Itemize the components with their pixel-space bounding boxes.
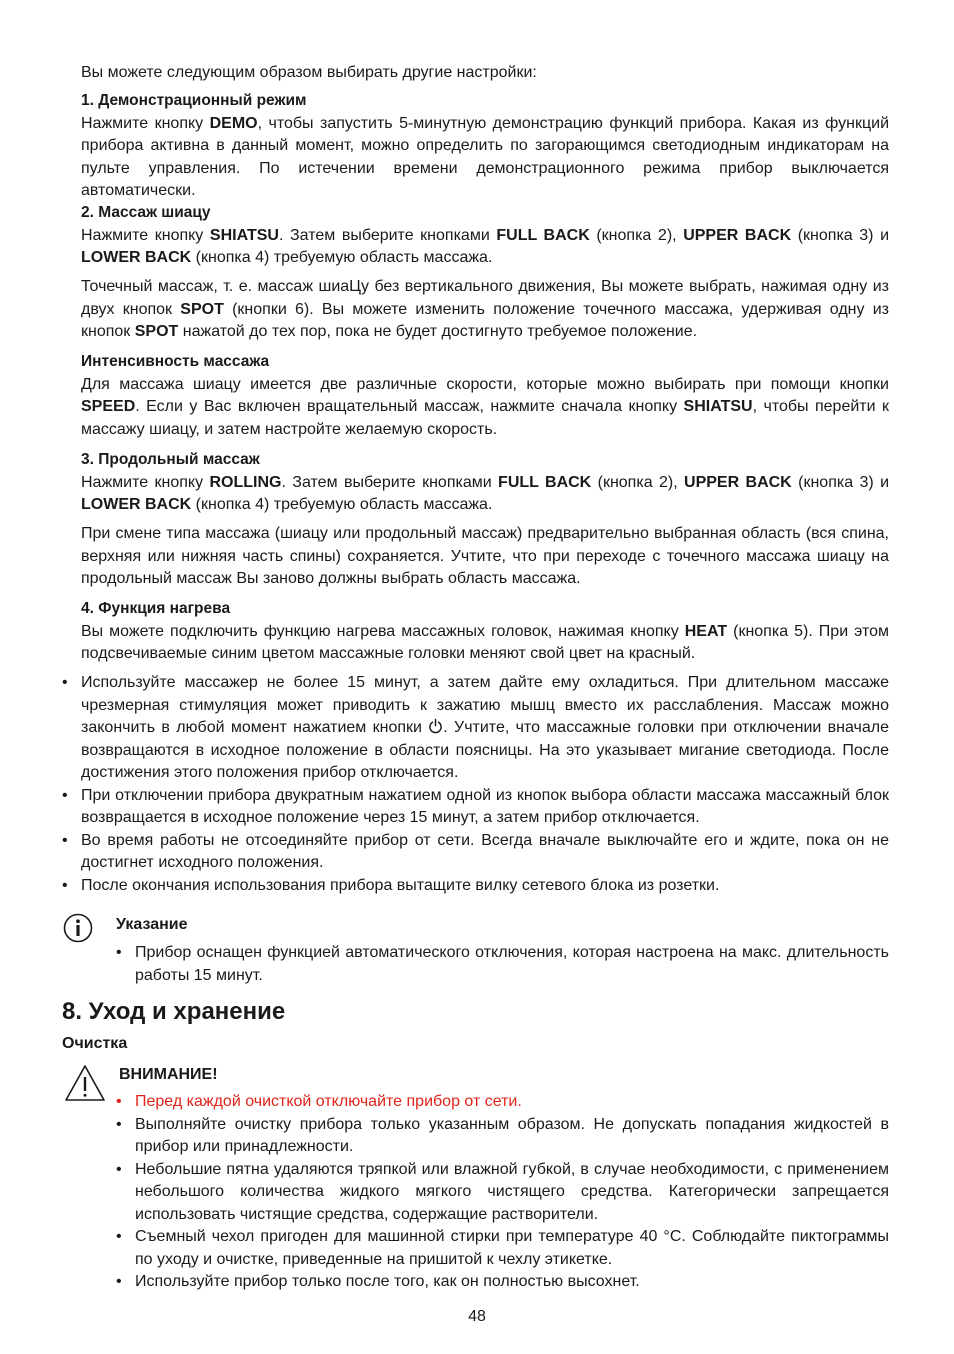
note-title: Указание [116,916,188,933]
usage-bullet-list [62,672,889,897]
page-number: 48 [468,1308,486,1325]
list-item: • Небольшие пятна удаляются тряпкой или влажной губкой, в случае необходимости, с применением небольшого количества жидкого мягкого чистящего средства. Категорически запрещается использовать чистящие средства, содержащие растворители. [116,1160,889,1223]
section-demo-title: 1. Демонстрационный режим [81,92,307,109]
warning-list [116,1091,889,1294]
list-item: • Во время работы не отсоединяйте прибор от сети. Всегда вначале выключайте его и ждите, пока он не достигнет исходного положения. [62,831,889,871]
intro-text: Вы можете следующим образом выбирать другие настройки: [81,64,537,81]
list-item: • Выполняйте очистку прибора только указанным образом. Не допускать попадания жидкостей в прибор или принадлежности. [116,1115,889,1155]
cleaning-heading: Очистка [62,1035,128,1052]
section-intensity-title: Интенсивность массажа [81,353,270,370]
list-item: • Используйте массажер не более 15 минут, а затем дайте ему охладиться. При длительном массаже чрезмерная стимуляция может приводить к зажатию мышц вместо их расслабления. Массаж можно закончить в любой момент нажатием кнопки . Учтите, что массажные головки при отключении вначале возвращаются в исходное положение в области поясницы. На это указывает мигание светодиода. После достижения этого положения прибор отключается. [62,674,890,781]
section-heat-title: 4. Функция нагрева [81,600,231,617]
spot-massage-text: Точечный массаж, т. е. массаж шиаЦу без вертикального движения, Вы можете выбрать, нажимая одну из двух кнопок SPOT (кнопки 6). Вы можете изменить положение точечного массажа, удерживая одну из кнопок SPOT нажатой до тех пор, пока не будет достигнуто требуемое положение. [81,278,890,340]
list-item: • После окончания использования прибора вытащите вилку сетевого блока из розетки. [62,876,720,894]
section-intensity-text: Для массажа шиацу имеется две различные скорости, которые можно выбирать при помощи кнопки SPEED. Если у Вас включен вращательный массаж, нажмите сначала кнопку SHIATSU, чтобы перейти к массажу шиацу, и затем настройте желаемую скорость. [81,375,890,438]
section-intensity [81,351,889,441]
warning-title: ВНИМАНИЕ! [119,1066,218,1083]
note-list [116,942,889,987]
section-shiatsu [81,202,889,270]
list-item: • Используйте прибор только после того, как он полностью высохнет. [116,1273,640,1290]
warning-triangle-icon [64,1064,106,1102]
section-demo [81,90,889,203]
list-item: • Съемный чехол пригоден для машинной стирки при температуре 40 °C. Соблюдайте пиктограммы по уходу и очистке, приведенные на пришитой к чехлу этикетке. [116,1228,889,1268]
list-item: • При отключении прибора двукратным нажатием одной из кнопок выбора области массажа массажный блок возвращается в исходное положение через 15 минут, а затем прибор отключается. [62,786,889,826]
power-icon [428,718,443,734]
section-shiatsu-title: 2. Массаж шиацу [81,204,211,221]
section-shiatsu-text: Нажмите кнопку SHIATSU. Затем выберите кнопками FULL BACK (кнопка 2), UPPER BACK (кнопка 3) и LOWER BACK (кнопка 4) требуемую область массажа. [81,226,890,266]
chapter-title: 8. Уход и хранение [62,998,286,1025]
section-rolling-title: 3. Продольный массаж [81,451,260,468]
section-rolling-text: Нажмите кнопку ROLLING. Затем выберите кнопками FULL BACK (кнопка 2), UPPER BACK (кнопка 3) и LOWER BACK (кнопка 4) требуемую область массажа. [81,473,890,513]
section-heat-text: Вы можете подключить функцию нагрева массажных головок, нажимая кнопку HEAT (кнопка 5). При этом подсвечиваемые синим цветом массажные головки меняют свой цвет на красный. [81,622,889,662]
section-rolling [81,449,889,517]
list-item: • Перед каждой очисткой отключайте прибор от сети. [116,1093,522,1110]
section-demo-text: Нажмите кнопку DEMO, чтобы запустить 5-минутную демонстрацию функций прибора. Какая из функций прибора активна в данный момент, можно определить по загорающимся светодиодным индикаторам на пульте управления. По истечении времени демонстрационного режима прибор выключается автоматически. [81,114,890,199]
rolling-note-text: При смене типа массажа (шиацу или продольный массаж) предварительно выбранная область (вся спина, верхняя или нижняя часть спины) сохраняется. Учтите, что при переходе с точечного массажа шиацу на продольный массаж Вы заново должны выбрать область массажа. [81,525,889,587]
info-icon [63,913,93,943]
section-heat [81,598,889,666]
list-item: • Прибор оснащен функцией автоматического отключения, которая настроена на макс. длительность работы 15 минут. [116,944,889,984]
